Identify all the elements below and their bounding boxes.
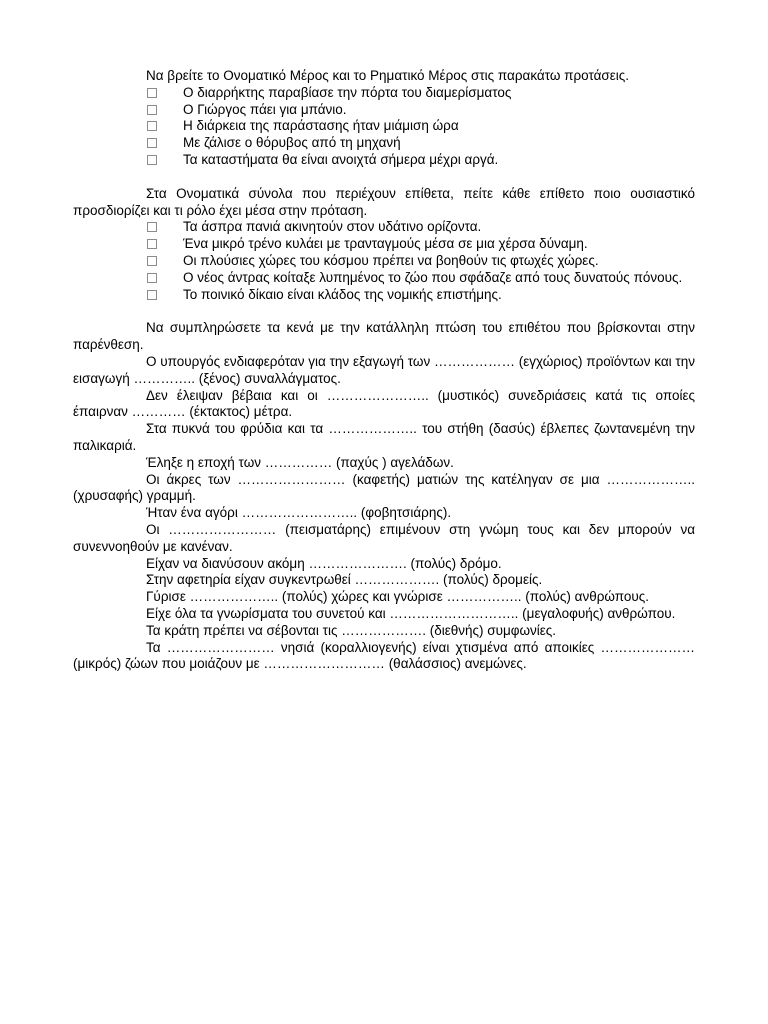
section-spacer [73,169,695,186]
list-item-text: Η διάρκεια της παράστασης ήταν μιάμιση ώρα [183,118,459,134]
fill-in-sentence: Είχε όλα τα γνωρίσματα του συνετού και ……………………….. (μεγαλοφυής) ανθρώπου. [146,605,676,621]
list-item [73,85,695,102]
checkbox-icon [147,256,157,266]
checkbox-icon [147,273,157,283]
list-item [73,236,695,253]
section3-sentences [73,354,695,673]
checkbox-icon [147,138,157,148]
list-item [73,270,695,287]
checkbox-icon [147,155,157,165]
list-item-text: Οι πλούσιες χώρες του κόσμου πρέπει να βοηθούν τις φτωχές χώρες. [183,252,599,268]
fill-in-sentence: Στην αφετηρία είχαν συγκεντρωθεί ………………. (πολύς) δρομείς. [146,572,543,588]
fill-in-sentence: Οι άκρες των …………………… (καφετής) ματιών της κατέληγαν σε μια ……………….. (χρυσαφής) γραμμή. [73,471,695,504]
fill-in-sentence: Ο υπουργός ενδιαφερόταν για την εξαγωγή των ……………… (εγχώριος) προϊόντων και την εισαγωγή ………….. (ξένος) συναλλάγματος. [73,353,695,386]
list-item-text: Τα άσπρα πανιά ακινητούν στον υδάτινο ορίζοντα. [183,219,482,235]
list-item [73,118,695,135]
section-spacer [73,303,695,320]
section3-intro: Να συμπληρώσετε τα κενά με την κατάλληλη πτώση του επιθέτου που βρίσκονται στην παρένθεση. [73,320,695,353]
list-item [73,135,695,152]
list-item [73,102,695,119]
document-body [73,68,695,673]
list-item [73,287,695,304]
fill-in-sentence: Ήταν ένα αγόρι …………………….. (φοβητσιάρης). [146,505,452,521]
checkbox-icon [147,222,157,232]
list-item-text: Το ποινικό δίκαιο είναι κλάδος της νομικής επιστήμης. [183,286,502,302]
list-item-text: Ένα μικρό τρένο κυλάει με τρανταγμούς μέσα σε μια χέρσα δύναμη. [183,236,588,252]
list-item-text: Με ζάλισε ο θόρυβος από τη μηχανή [183,135,401,151]
checkbox-icon [147,88,157,98]
fill-in-sentence: Είχαν να διανύσουν ακόμη …………………. (πολύς) δρόμο. [146,555,502,571]
list-item [73,152,695,169]
list-item-text: Τα καταστήματα θα είναι ανοιχτά σήμερα μέχρι αργά. [183,151,499,167]
fill-in-sentence: Δεν έλειψαν βέβαια και οι ………………….. (μυστικός) συνεδριάσεις κατά τις οποίες έπαιρναν ………… (έκτακτος) μέτρα. [73,387,695,420]
fill-in-sentence: Στα πυκνά του φρύδια και τα ……………….. του στήθη (δασύς) έβλεπες ζωντανεμένη την παλικαριά. [73,421,695,453]
section1-intro: Να βρείτε το Ονοματικό Μέρος και το Ρηματικό Μέρος στις παρακάτω προτάσεις. [146,68,630,83]
checkbox-icon [147,105,157,115]
fill-in-sentence: Τα …………………… νησιά (κοραλλιογενής) είναι χτισμένα από αποικίες ………………… (μικρός) ζώων που μοιάζουν με ……………………… (θαλάσσιος) ανεμώνες. [73,639,695,672]
section2-intro: Στα Ονοματικά σύνολα που περιέχουν επίθετα, πείτε κάθε επίθετο ποιο ουσιαστικό προσδιορίζει και τι ρόλο έχει μέσα στην πρόταση. [73,185,695,218]
list-item [73,253,695,270]
section2-list [73,219,695,303]
checkbox-icon [147,239,157,249]
checkbox-icon [147,290,157,300]
list-item-text: Ο Γιώργος πάει για μπάνιο. [183,101,347,117]
checkbox-icon [147,121,157,131]
list-item [73,219,695,236]
fill-in-sentence: Έληξε η εποχή των …………… (παχύς ) αγελάδων. [146,454,454,470]
section1-list [73,85,695,169]
list-item-text: Ο διαρρήκτης παραβίασε την πόρτα του διαμερίσματος [183,84,512,100]
list-item-text: Ο νέος άντρας κοίταξε λυπημένος το ζώο που σφάδαζε από τους δυνατούς πόνους. [183,269,683,285]
fill-in-sentence: Γύρισε ……………….. (πολύς) χώρες και γνώρισε …………….. (πολύς) ανθρώπους. [146,589,650,605]
fill-in-sentence: Τα κράτη πρέπει να σέβονται τις ………………. (διεθνής) συμφωνίες. [146,622,557,638]
fill-in-sentence: Οι …………………… (πεισματάρης) επιμένουν στη γνώμη τους και δεν μπορούν να συνεννοηθούν με κανέναν. [73,521,695,554]
